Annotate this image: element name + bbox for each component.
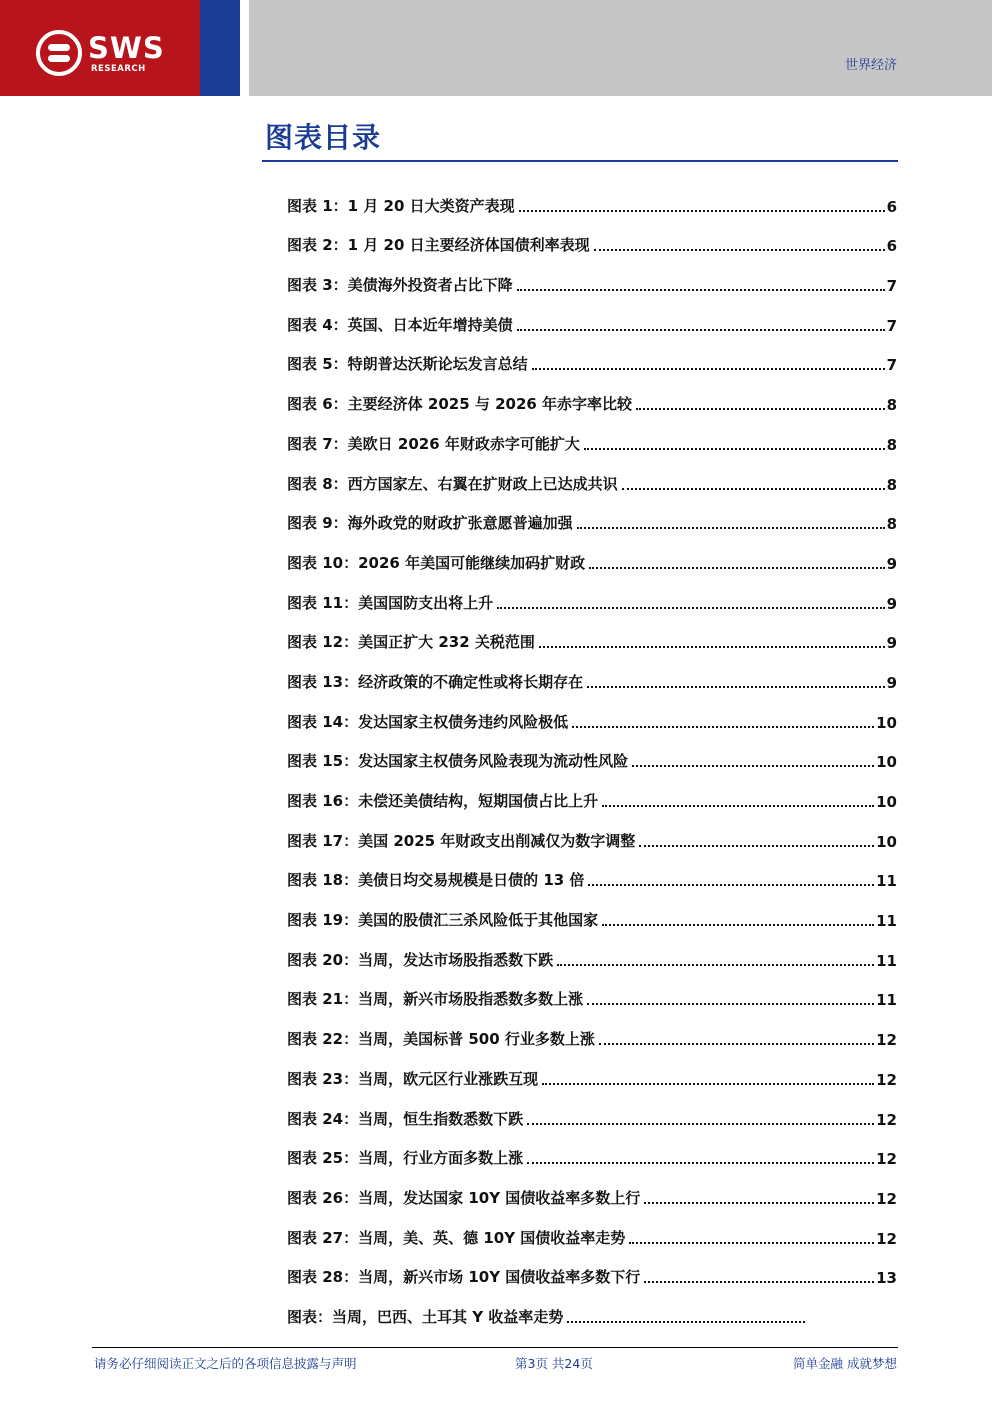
toc-entry-page: 11 — [876, 991, 897, 1010]
toc-entry-text: 图表 23：当周，欧元区行业涨跌互现 — [287, 1069, 539, 1088]
toc-entry[interactable] — [287, 1129, 897, 1169]
toc-entry-page: 8 — [886, 435, 897, 454]
toc-entry-text: 图表 15：发达国家主权债务风险表现为流动性风险 — [287, 752, 629, 771]
toc-entry[interactable] — [287, 414, 897, 454]
toc-leader-dots — [602, 924, 874, 926]
toc-leader-dots — [577, 527, 885, 529]
toc-leader-dots — [532, 368, 885, 370]
toc-entry[interactable] — [287, 1089, 897, 1129]
toc-entry[interactable] — [287, 295, 897, 335]
toc-entry[interactable] — [287, 890, 897, 930]
toc-entry-page: 11 — [876, 912, 897, 931]
section-label: 世界经济 — [844, 58, 897, 73]
toc-entry-text: 图表 28：当周，新兴市场 10Y 国债收益率多数下行 — [287, 1268, 641, 1287]
footer-page-info: 第3页 共24页 — [515, 1356, 593, 1371]
toc-leader-dots — [602, 805, 874, 807]
toc-entry-text: 图表 14：发达国家主权债务违约风险极低 — [287, 712, 569, 731]
toc-leader-dots — [639, 845, 874, 847]
toc-leader-dots — [557, 964, 874, 966]
toc-entry[interactable] — [287, 255, 897, 295]
toc-entry-text: 图表 25：当周，行业方面多数上涨 — [287, 1149, 524, 1168]
toc-entry-text: 图表 1：1 月 20 日大类资产表现 — [287, 196, 515, 215]
toc-entry-page: 10 — [876, 713, 897, 732]
toc-entry-text: 图表 20：当周，发达市场股指悉数下跌 — [287, 950, 554, 969]
toc-entry[interactable] — [287, 1248, 897, 1288]
toc-entry-text: 图表 10：2026 年美国可能继续加码扩财政 — [287, 553, 586, 572]
header-gray-band — [249, 0, 992, 96]
toc-entry-text: 图表 7：美欧日 2026 年财政赤字可能扩大 — [287, 434, 580, 453]
toc-entry-page: 9 — [886, 554, 897, 573]
toc-entry-page: 7 — [886, 356, 897, 375]
toc-entry-page: 8 — [886, 475, 897, 494]
logo-text: SWS — [88, 31, 165, 65]
footer-divider — [92, 1347, 898, 1348]
toc-entry-page: 8 — [886, 396, 897, 415]
toc-title: 图表目录 — [265, 121, 382, 154]
toc-leader-dots — [632, 765, 874, 767]
footer-slogan: 简单金融 成就梦想 — [793, 1356, 897, 1371]
toc-entry[interactable] — [287, 494, 897, 534]
toc-leader-dots — [517, 329, 885, 331]
toc-leader-dots — [517, 289, 885, 291]
toc-entry-page: 8 — [886, 515, 897, 534]
toc-list — [287, 176, 897, 1327]
toc-entry-page: 12 — [876, 1229, 897, 1248]
toc-leader-dots — [589, 567, 884, 569]
toc-leader-dots — [588, 884, 874, 886]
toc-entry-page: 12 — [876, 1070, 897, 1089]
toc-entry-text: 图表 17：美国 2025 年财政支出削减仅为数字调整 — [287, 831, 636, 850]
toc-entry-page: 13 — [876, 1269, 897, 1288]
toc-entry-page: 7 — [886, 316, 897, 335]
toc-entry[interactable] — [287, 771, 897, 811]
toc-leader-dots — [542, 1083, 874, 1085]
toc-leader-dots — [599, 1043, 874, 1045]
toc-entry[interactable] — [287, 176, 897, 216]
toc-entry-text: 图表 12：美国正扩大 232 关税范围 — [287, 633, 535, 652]
toc-entry-page: 11 — [876, 872, 897, 891]
toc-entry-page: 6 — [886, 237, 897, 256]
toc-entry-text: 图表 5：特朗普达沃斯论坛发言总结 — [287, 355, 528, 374]
header-blue-band — [200, 0, 240, 96]
toc-leader-dots — [587, 1003, 874, 1005]
toc-entry[interactable] — [287, 1287, 897, 1327]
toc-leader-dots — [539, 646, 885, 648]
toc-entry-text: 图表 6：主要经济体 2025 与 2026 年赤字率比较 — [287, 395, 633, 414]
toc-entry-page: 7 — [886, 277, 897, 296]
toc-entry-page: 12 — [876, 1150, 897, 1169]
logo-emblem-icon — [36, 30, 82, 76]
toc-entry-page: 9 — [886, 673, 897, 692]
toc-entry[interactable] — [287, 732, 897, 772]
toc-entry-page: 12 — [876, 1031, 897, 1050]
toc-entry[interactable] — [287, 970, 897, 1010]
toc-leader-dots — [636, 408, 885, 410]
toc-entry[interactable] — [287, 1049, 897, 1089]
toc-leader-dots — [527, 1162, 874, 1164]
toc-entry-text: 图表：当周，巴西、土耳其 Y 收益率走势 — [287, 1307, 564, 1326]
toc-entry[interactable] — [287, 1208, 897, 1248]
toc-leader-dots — [527, 1123, 874, 1125]
toc-leader-dots — [567, 1321, 805, 1323]
toc-entry[interactable] — [287, 454, 897, 494]
title-divider — [262, 160, 898, 162]
toc-entry[interactable] — [287, 1009, 897, 1049]
toc-entry-text: 图表 16：未偿还美债结构，短期国债占比上升 — [287, 792, 599, 810]
toc-entry-page: 12 — [876, 1189, 897, 1208]
toc-entry[interactable] — [287, 613, 897, 653]
toc-entry-text: 图表 18：美债日均交易规模是日债的 13 倍 — [287, 871, 585, 890]
toc-leader-dots — [519, 210, 885, 212]
toc-leader-dots — [594, 249, 885, 251]
toc-entry[interactable] — [287, 930, 897, 970]
toc-entry-page: 6 — [886, 197, 897, 216]
toc-entry[interactable] — [287, 1168, 897, 1208]
toc-entry-text: 图表 24：当周，恒生指数悉数下跌 — [287, 1109, 524, 1128]
toc-entry[interactable] — [287, 692, 897, 732]
toc-leader-dots — [572, 726, 874, 728]
toc-entry[interactable] — [287, 811, 897, 851]
toc-entry[interactable] — [287, 573, 897, 613]
toc-entry[interactable] — [287, 851, 897, 891]
toc-entry-page: 9 — [886, 634, 897, 653]
toc-entry-text: 图表 2：1 月 20 日主要经济体国债利率表现 — [287, 236, 590, 255]
toc-leader-dots — [644, 1281, 874, 1283]
toc-leader-dots — [622, 488, 885, 490]
sws-logo — [36, 30, 186, 80]
toc-entry-text: 图表 11：美国国防支出将上升 — [287, 593, 494, 612]
toc-entry-page: 10 — [876, 832, 897, 851]
toc-entry-text: 图表 26：当周，发达国家 10Y 国债收益率多数上行 — [287, 1188, 641, 1207]
toc-entry[interactable] — [287, 374, 897, 414]
toc-entry-text: 图表 3：美债海外投资者占比下降 — [287, 276, 513, 295]
toc-leader-dots — [587, 686, 884, 688]
toc-entry-text: 图表 9：海外政党的财政扩张意愿普遍加强 — [287, 514, 573, 533]
toc-entry-page: 10 — [876, 753, 897, 772]
toc-entry[interactable] — [287, 652, 897, 692]
toc-entry-page: 9 — [886, 594, 897, 613]
toc-entry[interactable] — [287, 216, 897, 256]
toc-leader-dots — [629, 1242, 874, 1244]
footer-disclaimer: 请务必仔细阅读正文之后的各项信息披露与声明 — [94, 1356, 357, 1371]
toc-entry-text: 图表 4：英国、日本近年增持美债 — [287, 315, 513, 334]
toc-entry-text: 图表 21：当周，新兴市场股指悉数多数上涨 — [287, 990, 584, 1009]
toc-entry-text: 图表 13：经济政策的不确定性或将长期存在 — [287, 672, 584, 691]
toc-entry-text: 图表 8：西方国家左、右翼在扩财政上已达成共识 — [287, 474, 618, 493]
toc-leader-dots — [584, 448, 885, 450]
logo-subtext: RESEARCH — [91, 64, 146, 74]
toc-leader-dots — [497, 607, 884, 609]
toc-entry-page: 12 — [876, 1110, 897, 1129]
toc-entry[interactable] — [287, 335, 897, 375]
toc-leader-dots — [644, 1202, 874, 1204]
toc-entry[interactable] — [287, 533, 897, 573]
toc-entry-text: 图表 22：当周，美国标普 500 行业多数上涨 — [287, 1030, 595, 1049]
toc-entry-page: 10 — [876, 793, 897, 811]
toc-entry-text: 图表 19：美国的股债汇三杀风险低于其他国家 — [287, 911, 599, 930]
toc-entry-text: 图表 27：当周，美、英、德 10Y 国债收益率走势 — [287, 1228, 626, 1247]
toc-entry-page: 11 — [876, 951, 897, 970]
